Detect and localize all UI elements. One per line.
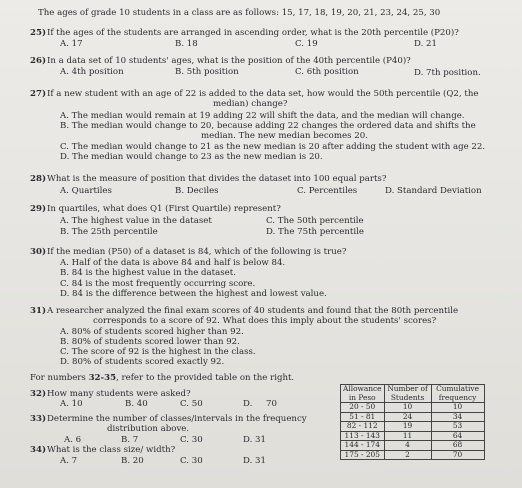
q32-text: How many students were asked? — [47, 389, 191, 399]
q26-option-d: D. 7th position. — [414, 68, 481, 78]
frequency-table — [340, 384, 485, 460]
q30-option-a: A. Half of the data is above 84 and half is below 84. — [60, 258, 286, 268]
q34-text: What is the class size/ width? — [47, 445, 176, 455]
students-cell: 2 — [384, 450, 431, 460]
q33-number: 33) — [30, 414, 47, 424]
q34-number: 34) — [30, 445, 47, 455]
students-cell: 10 — [384, 403, 431, 413]
students-cell: 11 — [384, 431, 431, 441]
table-row — [341, 431, 485, 441]
q26-number: 26) — [30, 56, 47, 66]
q29-text: In quartiles, what does Q1 (First Quartile) represent? — [47, 204, 281, 214]
table-row — [341, 441, 485, 451]
intro-text: The ages of grade 10 students in a class are as follows: 15, 17, 18, 19, 20, 21, 23, 24, 25, 30 — [38, 8, 441, 18]
q26-text: In a data set of 10 students' ages, what is the position of the 40th percentile (P40)? — [47, 56, 411, 66]
q30-number: 30) — [30, 247, 47, 257]
q27-text-line2: median) change? — [213, 99, 288, 109]
q31-option-d: D. 80% of students scored exactly 92. — [60, 357, 225, 367]
q32-option-d-value: 70 — [266, 399, 277, 409]
q28-number: 28) — [30, 174, 47, 184]
q26-option-a: A. 4th position — [60, 67, 124, 77]
students-cell: 19 — [384, 422, 431, 432]
q25-number: 25) — [30, 28, 47, 38]
q26-option-b: B. 5th position — [175, 67, 239, 77]
allowance-cell: 113 - 143 — [341, 431, 385, 441]
header-cumulative-frequency: Cumulative frequency — [431, 385, 484, 403]
q32-number: 32) — [30, 389, 47, 399]
q34-option-d: D. 31 — [243, 456, 266, 466]
q25-option-d: D. 21 — [414, 39, 437, 49]
q29-option-d: D. The 75th percentile — [266, 227, 364, 237]
q30-option-d: D. 84 is the difference between the highest and lowest value. — [60, 289, 327, 299]
q33-option-a: A. 6 — [64, 435, 82, 445]
q29-number: 29) — [30, 204, 47, 214]
q32-option-a: A. 10 — [60, 399, 83, 409]
q32-option-b: B. 40 — [125, 399, 148, 409]
q30-option-c: C. 84 is the most frequently occurring score. — [60, 279, 256, 289]
cumulative-cell: 34 — [431, 412, 484, 422]
q33-text-line1: Determine the number of classes/intervals in the frequency — [47, 414, 307, 424]
q25-option-b: B. 18 — [175, 39, 198, 49]
q33-option-d: D. 31 — [243, 435, 266, 445]
q34-option-c: C. 30 — [180, 456, 203, 466]
q27-option-b-line2: median. The new median becomes 20. — [201, 131, 368, 141]
q33-option-b: B. 7 — [121, 435, 139, 445]
table-row — [341, 422, 485, 432]
allowance-cell: 175 - 205 — [341, 450, 385, 460]
q29-option-a: A. The highest value in the dataset — [60, 216, 212, 226]
q28-option-d: D. Standard Deviation — [385, 186, 482, 196]
table-note-pre: For numbers — [30, 373, 89, 383]
allowance-cell: 20 - 50 — [341, 403, 385, 413]
cumulative-cell: 68 — [431, 441, 484, 451]
q25-text: If the ages of the students are arranged in ascending order, what is the 20th percentile (P20)? — [47, 28, 459, 38]
q28-option-b: B. Deciles — [175, 186, 219, 196]
table-header-row — [341, 385, 485, 403]
cumulative-cell: 64 — [431, 431, 484, 441]
header-number-of-students: Number of Students — [384, 385, 431, 403]
q27-number: 27) — [30, 89, 47, 99]
table-note-post: , refer to the provided table on the right. — [116, 373, 295, 383]
cumulative-cell: 53 — [431, 422, 484, 432]
q25-option-c: C. 19 — [295, 39, 318, 49]
cumulative-cell: 10 — [431, 403, 484, 413]
q31-number: 31) — [30, 306, 47, 316]
header-allowance: Allowance in Peso — [341, 385, 385, 403]
q32-option-c: C. 50 — [180, 399, 203, 409]
q28-text: What is the measure of position that divides the dataset into 100 equal parts? — [47, 174, 387, 184]
q32-option-d: D. — [243, 399, 253, 409]
q31-option-b: B. 80% of students scored lower than 92. — [60, 337, 240, 347]
cumulative-cell: 70 — [431, 450, 484, 460]
table-row — [341, 412, 485, 422]
q31-text-line2: corresponds to a score of 92. What does this imply about the students' scores? — [93, 316, 437, 326]
allowance-cell: 82 - 112 — [341, 422, 385, 432]
students-cell: 24 — [384, 412, 431, 422]
q27-option-c: C. The median would change to 21 as the new median is 20 after adding the student with age 22. — [60, 142, 486, 152]
table-row — [341, 450, 485, 460]
q30-option-b: B. 84 is the highest value in the dataset. — [60, 268, 236, 278]
q27-option-b-line1: B. The median would change to 20, because adding 22 changes the ordered data and shifts the — [60, 121, 476, 131]
table-reference-note — [30, 373, 294, 383]
table-note-range: 32-35 — [88, 373, 117, 383]
students-cell: 4 — [384, 441, 431, 451]
q26-option-c: C. 6th position — [295, 67, 359, 77]
q27-option-d: D. The median would change to 23 as the new median is 20. — [60, 152, 323, 162]
q29-option-b: B. The 25th percentile — [60, 227, 158, 237]
q27-option-a: A. The median would remain at 19 adding 22 will shift the data, and the median will change. — [60, 111, 465, 121]
q30-text: If the median (P50) of a dataset is 84, which of the following is true? — [47, 247, 347, 257]
q28-option-a: A. Quartiles — [60, 186, 112, 196]
allowance-cell: 144 - 174 — [341, 441, 385, 451]
q34-option-a: A. 7 — [60, 456, 78, 466]
q31-option-a: A. 80% of students scored higher than 92. — [60, 327, 244, 337]
allowance-cell: 51 - 81 — [341, 412, 385, 422]
q25-option-a: A. 17 — [60, 39, 83, 49]
q29-option-c: C. The 50th percentile — [266, 216, 364, 226]
q27-text-line1: If a new student with an age of 22 is added to the data set, how would the 50th percentile (Q2, the — [47, 89, 479, 99]
q31-option-c: C. The score of 92 is the highest in the class. — [60, 347, 256, 357]
q33-option-c: C. 30 — [180, 435, 203, 445]
table-row — [341, 403, 485, 413]
q34-option-b: B. 20 — [121, 456, 144, 466]
q33-text-line2: distribution above. — [107, 424, 190, 434]
q31-text-line1: A researcher analyzed the final exam scores of 40 students and found that the 80th percentile — [47, 306, 459, 316]
q28-option-c: C. Percentiles — [297, 186, 358, 196]
